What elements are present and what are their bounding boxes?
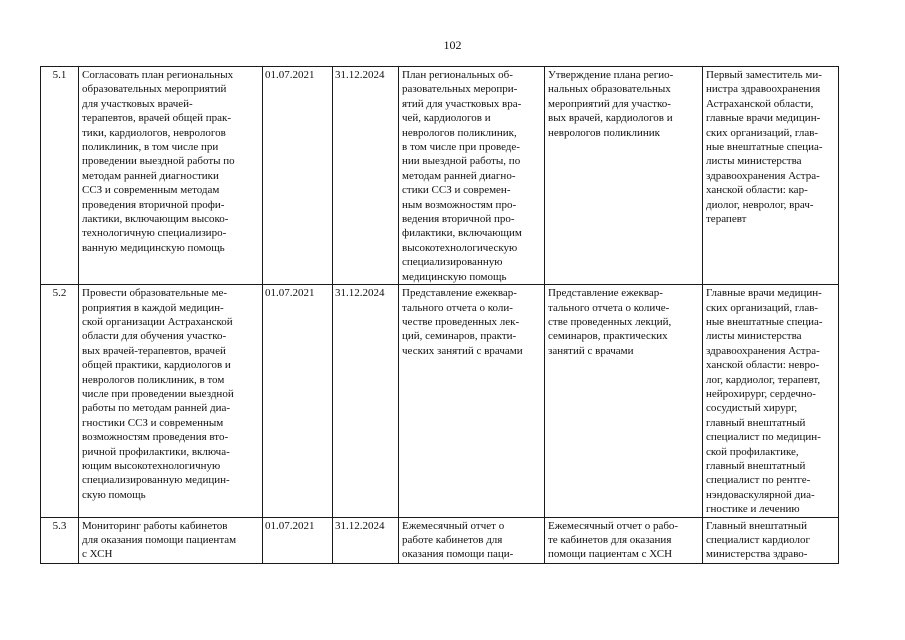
responsible-text: Первый заместитель ми- нистра здравоохранения Астраханской области, главные врачи медицин- ских организаций, глав- ные внештатные специа- листы министерства здравоохранения Астра- ханской области: кар- диолог, невролог, врач- терапевт bbox=[706, 69, 823, 226]
item-number-cell bbox=[41, 67, 79, 285]
action-plan-table bbox=[40, 66, 839, 564]
start-date: 01.07.2021 bbox=[265, 519, 315, 532]
control-cell bbox=[545, 517, 703, 563]
start-date-cell bbox=[263, 285, 333, 518]
result-cell bbox=[399, 285, 545, 518]
activity-text: Провести образовательные ме- роприятия в каждой медицин- ской организации Астраханской области для обучения участко- вых врачей-терапевтов, врачей общей практики, кардиологов и неврологов поликлиник, в том числе при проведении выездной работы по методам ранней диа- гностики ССЗ и современным возможностям проведения вто- ричной профилактики, включа- ющим высокотехнологичную специализированную медицин- скую помощь bbox=[82, 287, 234, 501]
end-date: 31.12.2024 bbox=[335, 287, 385, 300]
result-text: Представление ежеквар- тального отчета о коли- честве проведенных лек- ций, семинаров, практи- ческих занятий с врачами bbox=[402, 287, 523, 357]
start-date: 01.07.2021 bbox=[265, 69, 315, 81]
end-date-cell bbox=[333, 517, 399, 563]
page-number: 102 bbox=[443, 38, 462, 52]
responsible-cell bbox=[703, 67, 839, 285]
item-number: 5.2 bbox=[52, 287, 67, 300]
item-number-cell bbox=[41, 517, 79, 563]
end-date-cell bbox=[333, 285, 399, 518]
responsible-text: Главный внештатный специалист кардиолог министерства здраво- bbox=[706, 519, 810, 561]
end-date-cell bbox=[333, 67, 399, 285]
item-number: 5.1 bbox=[52, 69, 67, 81]
start-date-cell bbox=[263, 67, 333, 285]
activity-text: Мониторинг работы кабинетов для оказания помощи пациентам с ХСН bbox=[82, 519, 237, 561]
start-date: 01.07.2021 bbox=[265, 287, 315, 300]
table-row bbox=[41, 517, 839, 563]
table-row bbox=[41, 285, 839, 518]
control-text: Представление ежеквар- тального отчета о количе- стве проведенных лекций, семинаров, практических занятий с врачами bbox=[548, 287, 672, 357]
end-date: 31.12.2024 bbox=[335, 69, 385, 81]
responsible-cell bbox=[703, 517, 839, 563]
result-cell bbox=[399, 67, 545, 285]
activity-text: Согласовать план региональных образовательных мероприятий для участковых врачей- терапевтов, врачей общей прак- тики, кардиологов, неврологов поликлиник, в том числе при проведении выездной работы по методам ранней диагностики ССЗ и современным методам проведения вторичной профи- лактики, включающим высоко- технологичную специализиро- ванную медицинскую помощь bbox=[82, 69, 235, 254]
result-cell bbox=[399, 517, 545, 563]
control-text: Утверждение плана регио- нальных образовательных мероприятий для участко- вых врачей, кардиологов и неврологов поликлиник bbox=[548, 69, 674, 139]
item-number: 5.3 bbox=[52, 519, 67, 532]
activity-cell bbox=[79, 67, 263, 285]
control-text: Ежемесячный отчет о рабо- те кабинетов для оказания помощи пациентам с ХСН bbox=[548, 519, 679, 561]
item-number-cell bbox=[41, 285, 79, 518]
activity-cell bbox=[79, 517, 263, 563]
result-text: План региональных об- разовательных меропри- ятий для участковых вра- чей, кардиологов и неврологов поликлиник, в том числе при проведе- нии выездной работы, по методам ранней диагно- стики ССЗ и современ- ным возможностям про- ведения вторичной про- филактики, включающим высокотехнологическую специализированную медицинскую помощь bbox=[402, 69, 522, 283]
start-date-cell bbox=[263, 517, 333, 563]
result-text: Ежемесячный отчет о работе кабинетов для оказания помощи паци- bbox=[402, 519, 514, 561]
control-cell bbox=[545, 285, 703, 518]
table-row bbox=[41, 67, 839, 285]
activity-cell bbox=[79, 285, 263, 518]
responsible-text: Главные врачи медицин- ских организаций, глав- ные внештатные специа- листы министерства здравоохранения Астра- ханской области: невро- лог, кардиолог, терапевт, нейрохирург, сердечно- сосудистый хирург, главный внештатный специалист по медицин- ской профилактике, главный внештатный специалист по рентге- нэндоваскулярной диа- гностике и лечению bbox=[706, 287, 823, 516]
end-date: 31.12.2024 bbox=[335, 519, 385, 532]
control-cell bbox=[545, 67, 703, 285]
responsible-cell bbox=[703, 285, 839, 518]
